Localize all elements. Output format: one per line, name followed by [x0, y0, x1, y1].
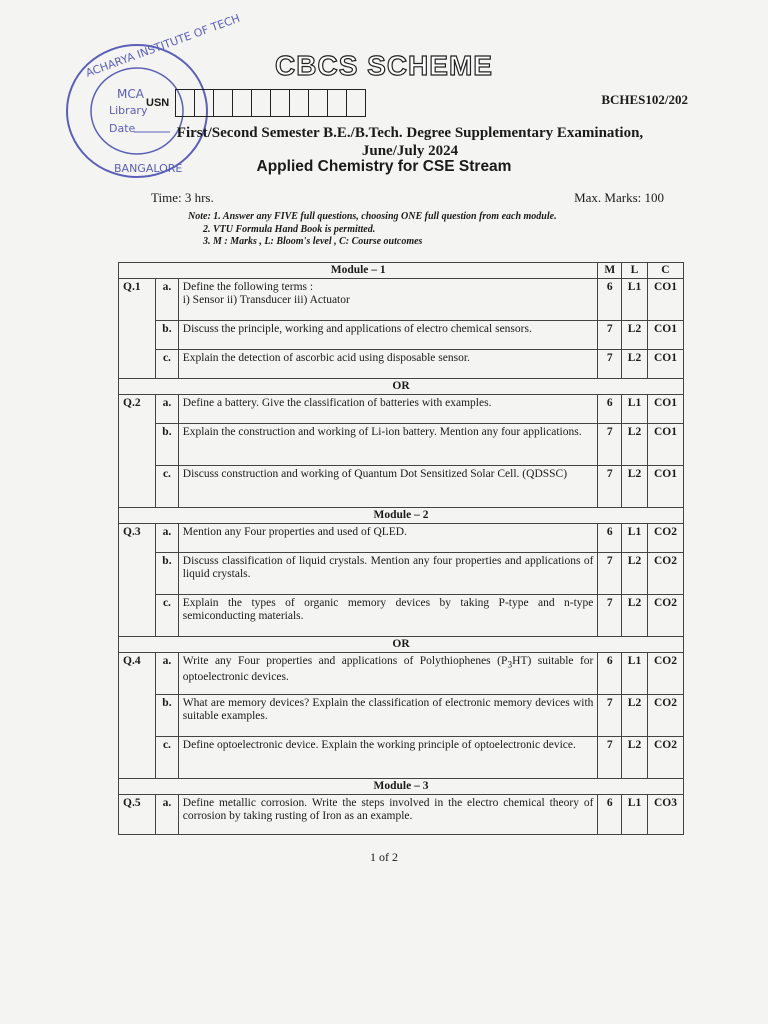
- question-level: L2: [622, 466, 648, 508]
- usn-box[interactable]: [328, 90, 347, 116]
- question-marks: 6: [598, 795, 622, 835]
- question-text: Discuss the principle, working and applications of electro chemical sensors.: [178, 321, 598, 350]
- question-co: CO2: [647, 595, 683, 637]
- question-marks: 6: [598, 524, 622, 553]
- question-row: [119, 795, 684, 835]
- question-part: b.: [156, 321, 179, 350]
- question-marks: 7: [598, 695, 622, 737]
- question-level: L2: [622, 695, 648, 737]
- svg-text:BANGALORE: BANGALORE: [114, 162, 183, 175]
- module-header-row: [119, 263, 684, 279]
- question-part: b.: [156, 553, 179, 595]
- question-marks: 6: [598, 279, 622, 321]
- question-marks: 7: [598, 466, 622, 508]
- question-level: L1: [622, 524, 648, 553]
- question-text-segment: Write any Four properties and applications of Polythiophenes (P: [182, 655, 508, 667]
- question-row: [119, 653, 684, 695]
- question-part: a.: [156, 653, 179, 695]
- question-co: CO1: [647, 321, 683, 350]
- question-co: CO2: [647, 653, 683, 695]
- question-text-line: i) Sensor ii) Transducer iii) Actuator: [182, 294, 350, 306]
- exam-title-line2: June/July 2024: [361, 143, 459, 159]
- question-marks: 7: [598, 321, 622, 350]
- note-line: 2. VTU Formula Hand Book is permitted.: [203, 223, 376, 235]
- question-marks: 7: [598, 350, 622, 379]
- question-text: Discuss construction and working of Quantum Dot Sensitized Solar Cell. (QDSSC): [178, 466, 598, 508]
- question-text-line: Define the following terms :: [182, 281, 314, 293]
- module-title: Module – 3: [119, 779, 684, 795]
- question-number: Q.4: [119, 653, 156, 779]
- usn-label: USN: [146, 97, 170, 109]
- question-marks: 7: [598, 595, 622, 637]
- usn-box[interactable]: [252, 90, 271, 116]
- col-co-header: C: [647, 263, 683, 279]
- question-row: [119, 321, 684, 350]
- question-marks: 7: [598, 424, 622, 466]
- subject-title: Applied Chemistry for CSE Stream: [256, 158, 512, 175]
- question-part: a.: [156, 395, 179, 424]
- note-line: Note: 1. Answer any FIVE full questions, choosing ONE full question from each module.: [188, 211, 557, 222]
- usn-field: [146, 89, 366, 117]
- question-level: L2: [622, 321, 648, 350]
- page-number: 1 of 2: [370, 850, 398, 864]
- usn-box[interactable]: [214, 90, 233, 116]
- question-level: L1: [622, 795, 648, 835]
- question-co: CO2: [647, 553, 683, 595]
- question-number: Q.1: [119, 279, 156, 379]
- or-separator: OR: [119, 637, 684, 653]
- question-part: a.: [156, 795, 179, 835]
- col-marks-header: M: [598, 263, 622, 279]
- module-row: [119, 779, 684, 795]
- question-text: Discuss classification of liquid crystals. Mention any four properties and applications of liquid crystals.: [178, 553, 598, 595]
- question-part: b.: [156, 424, 179, 466]
- question-row: [119, 424, 684, 466]
- question-level: L2: [622, 350, 648, 379]
- question-text: Define a battery. Give the classification of batteries with examples.: [178, 395, 598, 424]
- svg-text:Library: Library: [109, 104, 148, 117]
- instructions-note: [188, 211, 557, 249]
- usn-boxes[interactable]: [175, 89, 366, 117]
- questions-table: [118, 262, 684, 835]
- question-part: a.: [156, 279, 179, 321]
- question-level: L2: [622, 553, 648, 595]
- question-part: a.: [156, 524, 179, 553]
- usn-box[interactable]: [195, 90, 214, 116]
- question-text: [178, 653, 598, 695]
- module-row: [119, 508, 684, 524]
- question-part: c.: [156, 595, 179, 637]
- or-row: [119, 379, 684, 395]
- scheme-title: CBCS SCHEME: [275, 50, 493, 81]
- question-level: L1: [622, 395, 648, 424]
- question-part: c.: [156, 466, 179, 508]
- question-text: Define optoelectronic device. Explain the working principle of optoelectronic device.: [178, 737, 598, 779]
- question-text-segment: HT) suitable for optoelectronic devices.: [182, 655, 594, 684]
- subscript-digit: 3: [507, 659, 513, 671]
- question-part: c.: [156, 737, 179, 779]
- question-number: Q.5: [119, 795, 156, 835]
- question-row: [119, 466, 684, 508]
- svg-text:Date: Date: [109, 122, 136, 135]
- question-number: Q.3: [119, 524, 156, 637]
- question-text: Explain the detection of ascorbic acid using disposable sensor.: [178, 350, 598, 379]
- question-level: L1: [622, 653, 648, 695]
- question-row: [119, 279, 684, 321]
- or-row: [119, 637, 684, 653]
- question-level: L1: [622, 279, 648, 321]
- question-level: L2: [622, 595, 648, 637]
- usn-box[interactable]: [233, 90, 252, 116]
- question-marks: 6: [598, 653, 622, 695]
- svg-text:ACHARYA INSTITUTE OF TECH: ACHARYA INSTITUTE OF TECH: [83, 11, 242, 80]
- exam-title-line1: First/Second Semester B.E./B.Tech. Degree Supplementary Examination,: [176, 125, 644, 141]
- usn-box[interactable]: [271, 90, 290, 116]
- question-level: L2: [622, 424, 648, 466]
- question-co: CO2: [647, 695, 683, 737]
- question-row: [119, 553, 684, 595]
- question-marks: 7: [598, 737, 622, 779]
- question-co: CO1: [647, 424, 683, 466]
- question-text: Define metallic corrosion. Write the steps involved in the electro chemical theory of corrosion by taking rusting of Iron as an example.: [178, 795, 598, 835]
- question-text: Explain the types of organic memory devices by taking P-type and n-type semiconducting materials.: [178, 595, 598, 637]
- usn-box[interactable]: [290, 90, 309, 116]
- question-co: CO1: [647, 466, 683, 508]
- question-text: [178, 279, 598, 321]
- question-marks: 6: [598, 395, 622, 424]
- question-row: [119, 350, 684, 379]
- question-co: CO2: [647, 524, 683, 553]
- question-number: Q.2: [119, 395, 156, 508]
- col-level-header: L: [622, 263, 648, 279]
- question-part: c.: [156, 350, 179, 379]
- question-row: [119, 524, 684, 553]
- module-title: Module – 2: [119, 508, 684, 524]
- exam-duration: Time: 3 hrs.: [151, 190, 214, 205]
- question-row: [119, 737, 684, 779]
- question-row: [119, 395, 684, 424]
- question-text: Explain the construction and working of Li-ion battery. Mention any four applications.: [178, 424, 598, 466]
- usn-box[interactable]: [347, 90, 365, 116]
- question-co: CO3: [647, 795, 683, 835]
- note-line: 3. M : Marks , L: Bloom's level , C: Course outcomes: [203, 236, 423, 247]
- question-co: CO1: [647, 350, 683, 379]
- exam-title: [150, 124, 670, 160]
- svg-text:MCA: MCA: [117, 87, 144, 101]
- or-separator: OR: [119, 379, 684, 395]
- question-part: b.: [156, 695, 179, 737]
- question-marks: 7: [598, 553, 622, 595]
- course-code: BCHES102/202: [601, 92, 688, 107]
- max-marks: Max. Marks: 100: [574, 190, 664, 205]
- question-text: What are memory devices? Explain the classification of electronic memory devices with suitable examples.: [178, 695, 598, 737]
- question-row: [119, 595, 684, 637]
- question-co: CO1: [647, 395, 683, 424]
- question-level: L2: [622, 737, 648, 779]
- question-co: CO1: [647, 279, 683, 321]
- usn-box[interactable]: [309, 90, 328, 116]
- question-text: Mention any Four properties and used of QLED.: [178, 524, 598, 553]
- question-row: [119, 695, 684, 737]
- usn-box[interactable]: [176, 90, 195, 116]
- question-co: CO2: [647, 737, 683, 779]
- module-title: Module – 1: [119, 263, 598, 279]
